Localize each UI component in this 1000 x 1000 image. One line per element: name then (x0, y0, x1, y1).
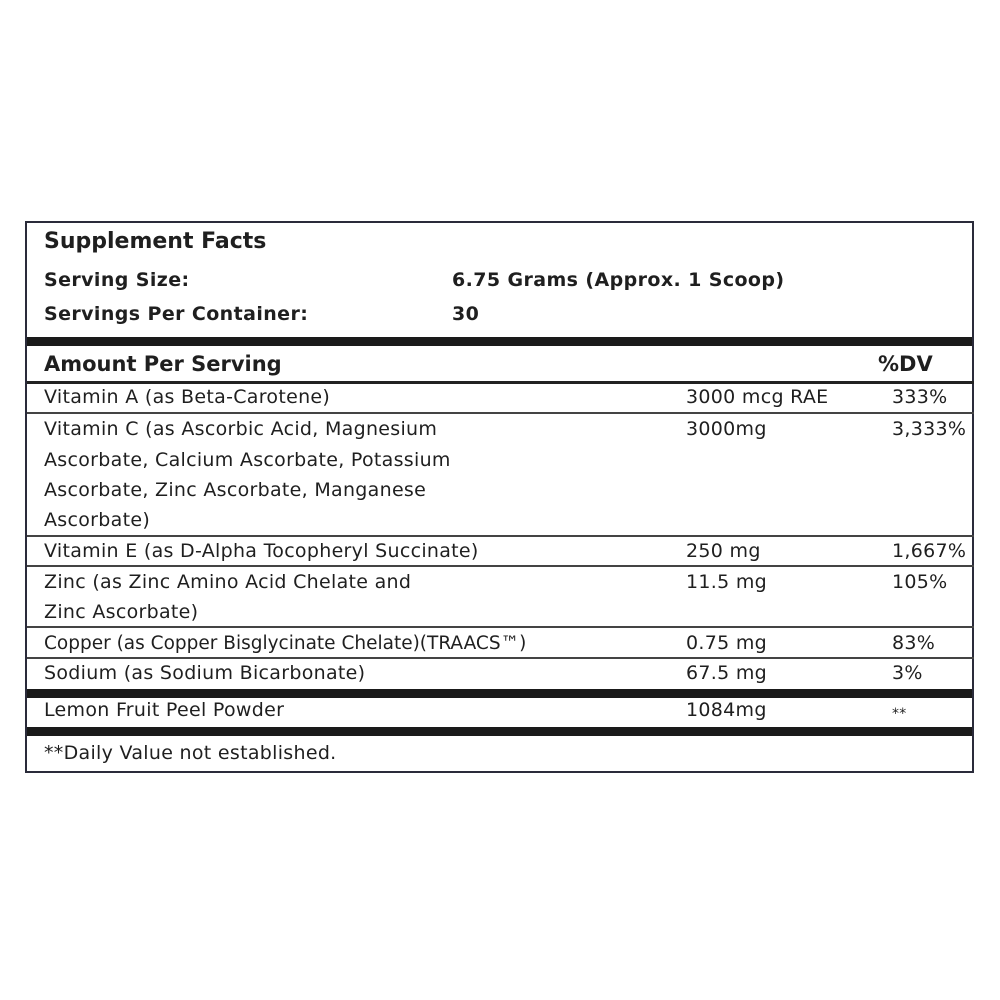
servings-per-container-label: Servings Per Container: (44, 303, 309, 325)
nutrient-name-sodium: Sodium (as Sodium Bicarbonate) (44, 662, 366, 684)
nutrient-dv-vitamin-a: 333% (892, 386, 948, 408)
nutrient-amount-vitamin-c: 3000mg (686, 418, 767, 440)
nutrient-name-vitamin-e: Vitamin E (as D-Alpha Tocopheryl Succinate) (44, 540, 479, 562)
nutrient-amount-vitamin-e: 250 mg (686, 540, 761, 562)
nutrient-amount-sodium: 67.5 mg (686, 662, 768, 684)
nutrient-dv-zinc: 105% (892, 571, 948, 593)
nutrient-name-zinc-line-2: Zinc Ascorbate) (44, 601, 199, 623)
nutrient-name-vitamin-c-line-4: Ascorbate) (44, 509, 151, 531)
amount-per-serving-header: Amount Per Serving (44, 352, 282, 376)
ingredient-name-lemon-fruit-peel: Lemon Fruit Peel Powder (44, 699, 285, 721)
footnote: **Daily Value not established. (44, 742, 337, 764)
ingredient-amount-lemon-fruit-peel: 1084mg (686, 699, 767, 721)
nutrient-dv-sodium: 3% (892, 662, 923, 684)
ingredient-dv-lemon-fruit-peel: ** (892, 706, 907, 722)
servings-per-container-value: 30 (452, 303, 480, 325)
nutrient-name-copper: Copper (as Copper Bisglycinate Chelate)(TRAACS™) (44, 633, 527, 654)
serving-size-value: 6.75 Grams (Approx. 1 Scoop) (452, 269, 785, 291)
panel-title: Supplement Facts (44, 229, 267, 254)
nutrient-name-vitamin-c-line-3: Ascorbate, Zinc Ascorbate, Manganese (44, 479, 427, 501)
nutrient-dv-vitamin-e: 1,667% (892, 540, 967, 562)
nutrient-name-vitamin-c-line-2: Ascorbate, Calcium Ascorbate, Potassium (44, 449, 451, 471)
dv-header: %DV (878, 352, 933, 376)
nutrient-amount-zinc: 11.5 mg (686, 571, 768, 593)
nutrient-amount-copper: 0.75 mg (686, 632, 768, 654)
nutrient-name-vitamin-c-line-1: Vitamin C (as Ascorbic Acid, Magnesium (44, 418, 438, 440)
divider-thick (27, 727, 972, 736)
nutrient-dv-vitamin-c: 3,333% (892, 418, 967, 440)
divider-thick (27, 337, 972, 346)
nutrient-name-vitamin-a: Vitamin A (as Beta-Carotene) (44, 386, 331, 408)
supplement-facts-panel (25, 221, 974, 773)
nutrient-name-zinc-line-1: Zinc (as Zinc Amino Acid Chelate and (44, 571, 412, 593)
nutrient-amount-vitamin-a: 3000 mcg RAE (686, 386, 829, 408)
nutrient-dv-copper: 83% (892, 632, 936, 654)
serving-size-label: Serving Size: (44, 269, 190, 291)
